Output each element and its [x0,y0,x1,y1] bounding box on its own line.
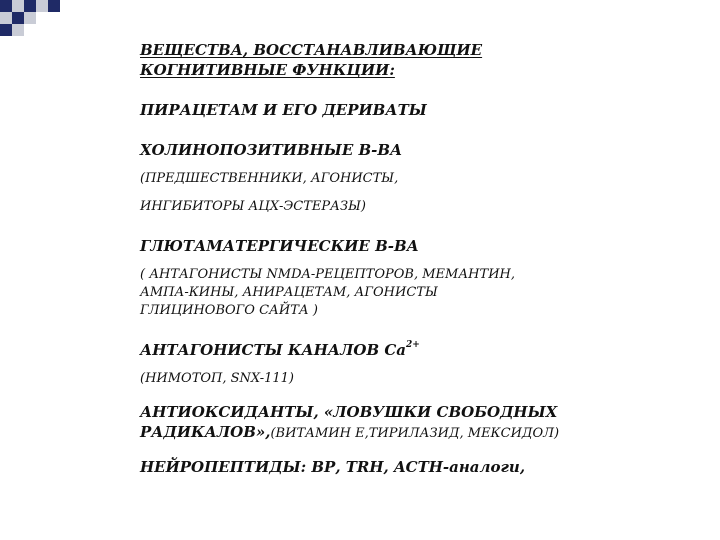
corner-square [12,24,24,36]
corner-square [12,12,24,24]
corner-square [12,0,24,12]
corner-decoration [0,0,60,45]
corner-square [0,12,12,24]
calcium-antagonists-heading [140,340,700,360]
corner-square [48,0,60,12]
cholinopositive-heading: ХОЛИНОПОЗИТИВНЫЕ В-ВА [140,141,403,159]
cholinopositive-detail-2: ИНГИБИТОРЫ АЦХ-ЭСТЕРАЗЫ) [140,199,366,214]
corner-square [36,0,48,12]
calcium-superscript: 2+ [406,340,420,350]
antioxidants-line-2 [140,422,700,443]
title-line-1: ВЕЩЕСТВА, ВОССТАНАВЛИВАЮЩИЕ [140,41,483,59]
calcium-antagonists-detail: (НИМОТОП, SNX-111) [140,371,294,386]
corner-square [24,12,36,24]
glutamatergic-detail-2: АМПА-КИНЫ, АНИРАЦЕТАМ, АГОНИСТЫ [140,285,438,300]
piracetam-heading: ПИРАЦЕТАМ И ЕГО ДЕРИВАТЫ [140,101,427,119]
neuropeptides-heading: НЕЙРОПЕПТИДЫ: ВР, TRH, ACTH-аналоги, [140,458,526,476]
corner-square [0,24,12,36]
corner-square [24,0,36,12]
title-line-2: КОГНИТИВНЫЕ ФУНКЦИИ: [140,61,395,79]
antioxidants-radicals: РАДИКАЛОВ», [140,423,271,441]
glutamatergic-heading: ГЛЮТАМАТЕРГИЧЕСКИЕ В-ВА [140,237,419,255]
glutamatergic-detail-1: ( АНТАГОНИСТЫ NMDA-РЕЦЕПТОРОВ, МЕМАНТИН, [140,267,515,282]
antioxidants-heading: АНТИОКСИДАНТЫ, «ЛОВУШКИ СВОБОДНЫХ [140,403,558,421]
corner-square [0,0,12,12]
calcium-antagonists-text: АНТАГОНИСТЫ КАНАЛОВ Са [140,341,407,359]
slide-content [140,40,700,477]
cholinopositive-detail-1: (ПРЕДШЕСТВЕННИКИ, АГОНИСТЫ, [140,171,399,186]
glutamatergic-detail-3: ГЛИЦИНОВОГО САЙТА ) [140,303,318,318]
antioxidants-detail: (ВИТАМИН Е,ТИРИЛАЗИД, МЕКСИДОЛ) [270,426,560,441]
